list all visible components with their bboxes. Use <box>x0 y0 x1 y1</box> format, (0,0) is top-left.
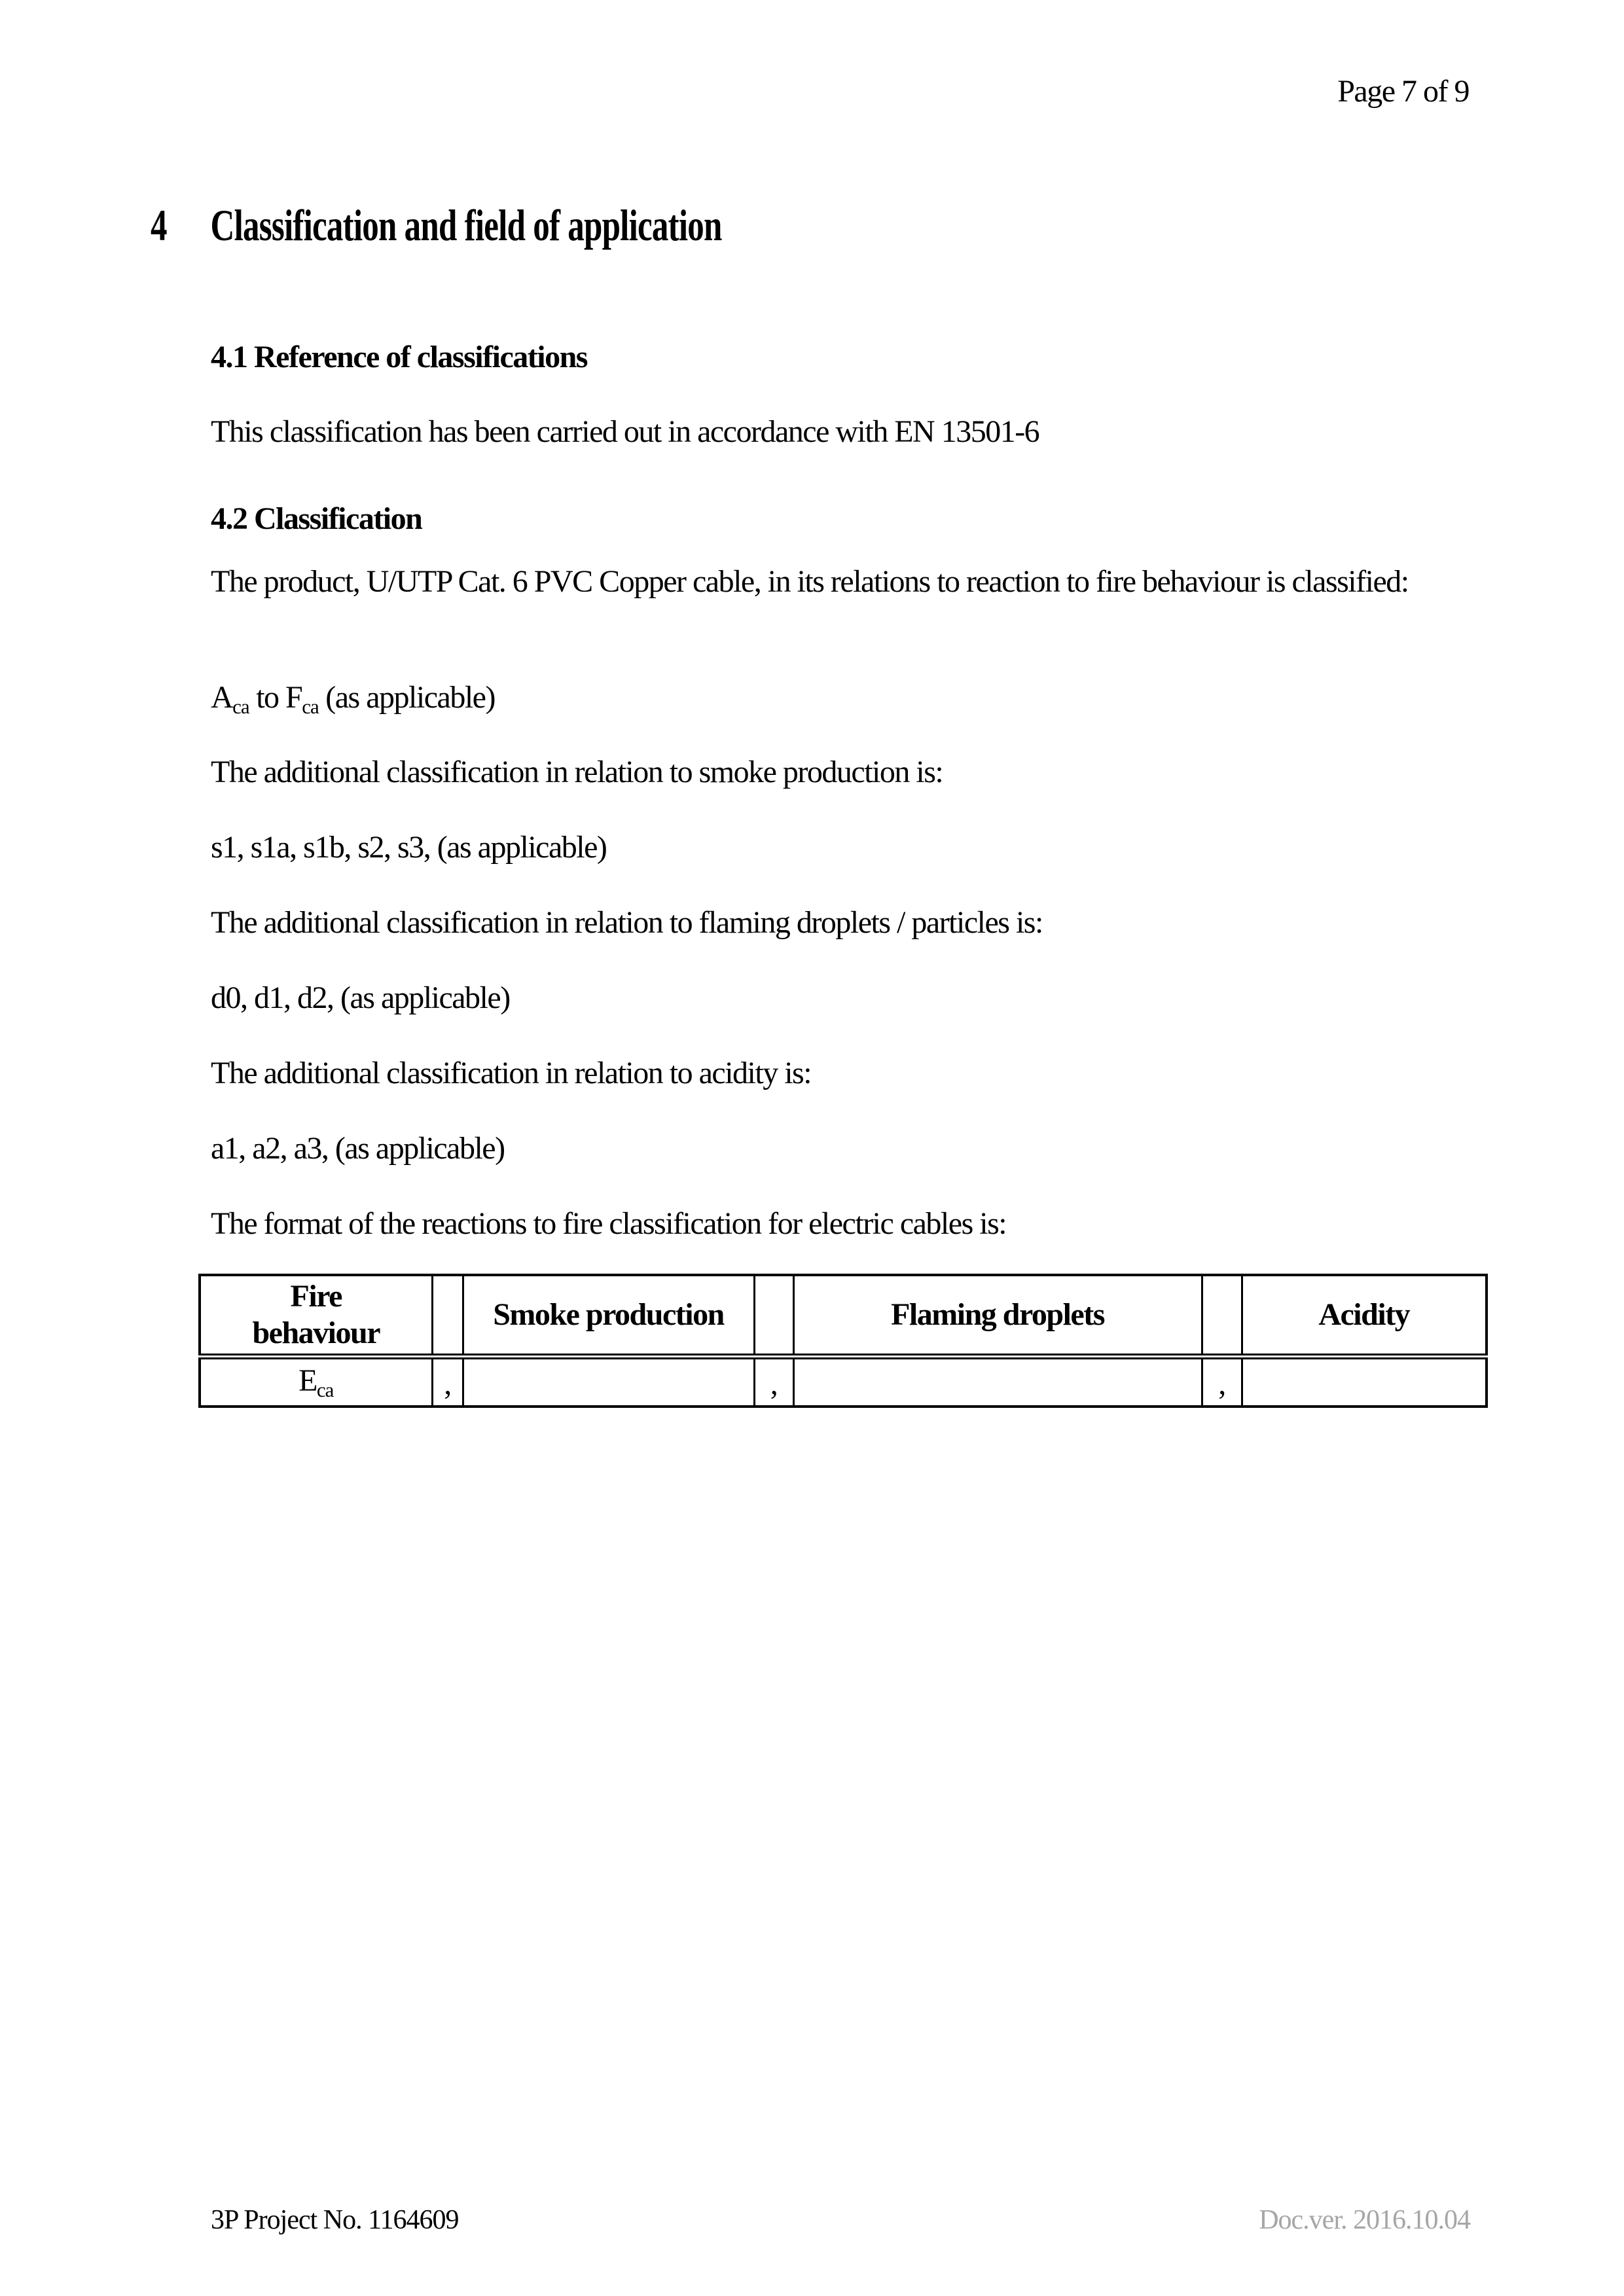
classification-format-table <box>198 1274 1488 1408</box>
fire-behaviour-value-base: E <box>298 1363 317 1398</box>
table-header-row <box>200 1275 1487 1357</box>
footer-project-number: 3P Project No. 1164609 <box>211 2205 459 2235</box>
section-heading <box>151 200 722 250</box>
droplets-label-paragraph: The additional classification in relation to flaming droplets / particles is: <box>211 905 1043 940</box>
fire-class-range <box>211 679 495 719</box>
table-header-separator-2 <box>754 1275 793 1357</box>
droplets-values-paragraph: d0, d1, d2, (as applicable) <box>211 980 510 1015</box>
table-data-row <box>200 1357 1487 1407</box>
section-heading-number: 4 <box>151 200 167 250</box>
acidity-values-paragraph: a1, a2, a3, (as applicable) <box>211 1131 505 1166</box>
comma-cell-1: , <box>432 1357 463 1407</box>
table-header-separator-3 <box>1202 1275 1242 1357</box>
table-header-smoke-production: Smoke production <box>463 1275 754 1357</box>
flaming-droplets-value-cell <box>793 1357 1202 1407</box>
comma-cell-3: , <box>1202 1357 1242 1407</box>
smoke-label-paragraph: The additional classification in relation to smoke production is: <box>211 755 943 789</box>
format-label-paragraph: The format of the reactions to fire classification for electric cables is: <box>211 1206 1007 1241</box>
reference-paragraph: This classification has been carried out in accordance with EN 13501-6 <box>211 414 1039 449</box>
page-number: Page 7 of 9 <box>1337 74 1469 109</box>
comma-cell-2: , <box>754 1357 793 1407</box>
table-header-separator-1 <box>432 1275 463 1357</box>
fire-class-infix: to F <box>249 680 302 715</box>
fire-behaviour-value-subscript: ca <box>316 1378 334 1401</box>
acidity-label-paragraph: The additional classification in relation to acidity is: <box>211 1056 812 1090</box>
subsection-42-title: 4.2 Classification <box>211 501 422 536</box>
footer-doc-version: Doc.ver. 2016.10.04 <box>1259 2205 1470 2235</box>
table-header-acidity: Acidity <box>1242 1275 1487 1357</box>
fire-class-first-base: A <box>211 680 233 715</box>
classification-intro-paragraph: The product, U/UTP Cat. 6 PVC Copper cable, in its relations to reaction to fire behaviour is classified: <box>211 564 1409 599</box>
fire-class-second-subscript: ca <box>302 695 319 718</box>
smoke-production-value-cell <box>463 1357 754 1407</box>
table-header-flaming-droplets: Flaming droplets <box>793 1275 1202 1357</box>
smoke-values-paragraph: s1, s1a, s1b, s2, s3, (as applicable) <box>211 830 607 865</box>
table-header-fire-behaviour: Fire behaviour <box>200 1275 432 1357</box>
section-heading-title: Classification and field of application <box>210 200 722 250</box>
fire-behaviour-value-cell <box>200 1357 432 1407</box>
acidity-value-cell <box>1242 1357 1487 1407</box>
fire-class-first-subscript: ca <box>232 695 249 718</box>
subsection-41-title: 4.1 Reference of classifications <box>211 340 587 374</box>
fire-class-suffix: (as applicable) <box>318 680 495 715</box>
